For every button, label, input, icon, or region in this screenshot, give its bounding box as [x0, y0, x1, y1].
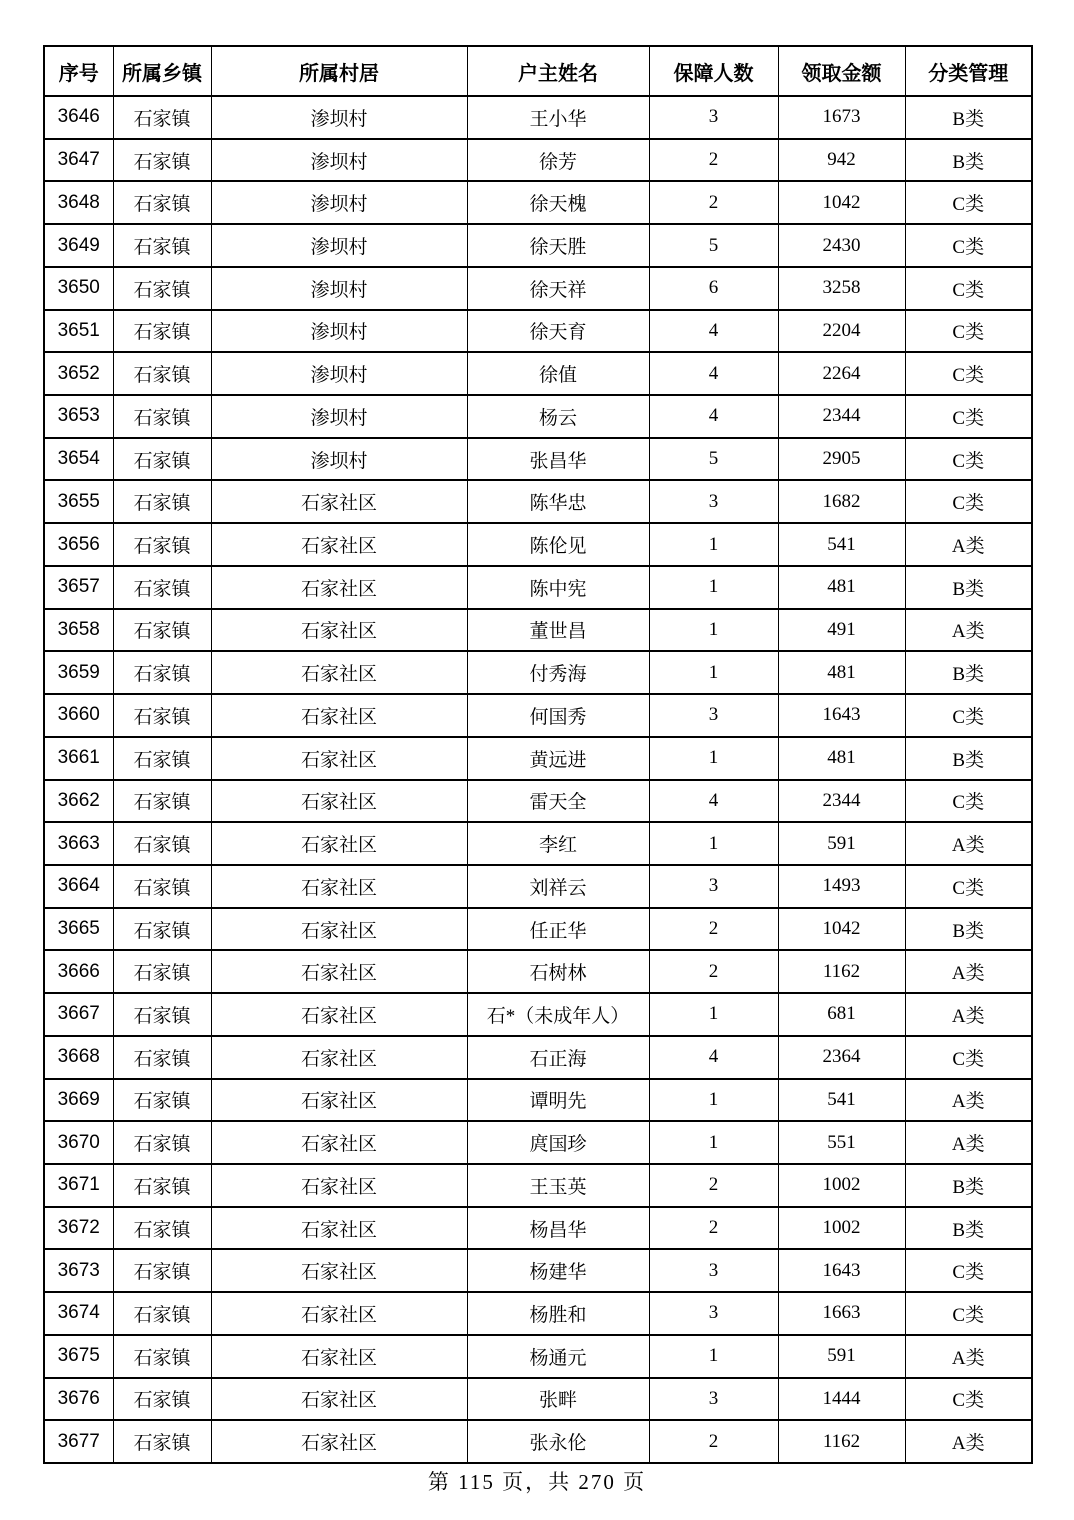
- cell-name: 石正海: [467, 1036, 649, 1079]
- cell-amount: 481: [778, 566, 905, 609]
- cell-amount: 2344: [778, 395, 905, 438]
- cell-amount: 2364: [778, 1036, 905, 1079]
- table-row: [44, 694, 1032, 737]
- cell-village: 渗坝村: [211, 96, 467, 139]
- cell-name: 张昌华: [467, 438, 649, 481]
- cell-serial: 3672: [44, 1207, 113, 1250]
- cell-township: 石家镇: [113, 1207, 211, 1250]
- cell-category: B类: [905, 651, 1032, 694]
- cell-amount: 1002: [778, 1207, 905, 1250]
- cell-amount: 1042: [778, 181, 905, 224]
- cell-category: C类: [905, 480, 1032, 523]
- cell-village: 渗坝村: [211, 224, 467, 267]
- cell-township: 石家镇: [113, 993, 211, 1036]
- cell-township: 石家镇: [113, 651, 211, 694]
- cell-name: 陈中宪: [467, 566, 649, 609]
- cell-village: 渗坝村: [211, 267, 467, 310]
- cell-amount: 1643: [778, 1249, 905, 1292]
- cell-serial: 3656: [44, 523, 113, 566]
- cell-amount: 591: [778, 1335, 905, 1378]
- cell-village: 石家社区: [211, 822, 467, 865]
- table-row: [44, 1292, 1032, 1335]
- cell-count: 1: [649, 1121, 778, 1164]
- table-row: [44, 523, 1032, 566]
- cell-township: 石家镇: [113, 310, 211, 353]
- cell-village: 石家社区: [211, 865, 467, 908]
- cell-count: 3: [649, 480, 778, 523]
- cell-serial: 3668: [44, 1036, 113, 1079]
- cell-category: A类: [905, 1121, 1032, 1164]
- cell-name: 王小华: [467, 96, 649, 139]
- table-row: [44, 1036, 1032, 1079]
- cell-category: C类: [905, 1292, 1032, 1335]
- cell-category: C类: [905, 310, 1032, 353]
- cell-count: 1: [649, 822, 778, 865]
- table-row: [44, 310, 1032, 353]
- cell-township: 石家镇: [113, 566, 211, 609]
- cell-count: 3: [649, 1249, 778, 1292]
- table-row: [44, 780, 1032, 823]
- cell-amount: 481: [778, 737, 905, 780]
- cell-category: A类: [905, 523, 1032, 566]
- cell-serial: 3652: [44, 352, 113, 395]
- col-header-count: 保障人数: [649, 46, 778, 96]
- cell-township: 石家镇: [113, 1335, 211, 1378]
- cell-category: A类: [905, 993, 1032, 1036]
- cell-name: 陈华忠: [467, 480, 649, 523]
- cell-township: 石家镇: [113, 1378, 211, 1421]
- cell-name: 王玉英: [467, 1164, 649, 1207]
- cell-serial: 3664: [44, 865, 113, 908]
- col-header-township: 所属乡镇: [113, 46, 211, 96]
- cell-count: 2: [649, 950, 778, 993]
- cell-township: 石家镇: [113, 865, 211, 908]
- col-header-category: 分类管理: [905, 46, 1032, 96]
- table-row: [44, 865, 1032, 908]
- cell-name: 张永伦: [467, 1420, 649, 1463]
- cell-village: 渗坝村: [211, 310, 467, 353]
- cell-township: 石家镇: [113, 822, 211, 865]
- cell-category: B类: [905, 96, 1032, 139]
- cell-amount: 3258: [778, 267, 905, 310]
- cell-name: 黄远进: [467, 737, 649, 780]
- cell-count: 1: [649, 737, 778, 780]
- cell-village: 石家社区: [211, 1164, 467, 1207]
- cell-name: 董世昌: [467, 609, 649, 652]
- cell-count: 5: [649, 224, 778, 267]
- cell-serial: 3658: [44, 609, 113, 652]
- cell-serial: 3659: [44, 651, 113, 694]
- table-row: [44, 480, 1032, 523]
- cell-amount: 1643: [778, 694, 905, 737]
- table-row: [44, 950, 1032, 993]
- table-row: [44, 908, 1032, 951]
- cell-village: 石家社区: [211, 480, 467, 523]
- cell-name: 杨云: [467, 395, 649, 438]
- cell-name: 谭明先: [467, 1079, 649, 1122]
- cell-serial: 3660: [44, 694, 113, 737]
- cell-name: 徐值: [467, 352, 649, 395]
- cell-serial: 3674: [44, 1292, 113, 1335]
- table-row: [44, 1335, 1032, 1378]
- cell-category: B类: [905, 139, 1032, 182]
- cell-township: 石家镇: [113, 609, 211, 652]
- cell-amount: 541: [778, 523, 905, 566]
- cell-serial: 3655: [44, 480, 113, 523]
- page-footer: 第 115 页，共 270 页: [427, 1470, 647, 1494]
- cell-township: 石家镇: [113, 737, 211, 780]
- cell-name: 付秀海: [467, 651, 649, 694]
- cell-count: 5: [649, 438, 778, 481]
- cell-township: 石家镇: [113, 96, 211, 139]
- cell-category: B类: [905, 1207, 1032, 1250]
- cell-count: 4: [649, 310, 778, 353]
- cell-serial: 3646: [44, 96, 113, 139]
- cell-category: A类: [905, 1335, 1032, 1378]
- cell-amount: 591: [778, 822, 905, 865]
- cell-township: 石家镇: [113, 1079, 211, 1122]
- cell-serial: 3670: [44, 1121, 113, 1164]
- table-row: [44, 1079, 1032, 1122]
- cell-name: 杨通元: [467, 1335, 649, 1378]
- cell-serial: 3676: [44, 1378, 113, 1421]
- cell-serial: 3667: [44, 993, 113, 1036]
- cell-category: A类: [905, 1079, 1032, 1122]
- cell-village: 渗坝村: [211, 352, 467, 395]
- cell-amount: 1663: [778, 1292, 905, 1335]
- cell-amount: 2905: [778, 438, 905, 481]
- cell-township: 石家镇: [113, 1292, 211, 1335]
- table-row: [44, 139, 1032, 182]
- cell-village: 石家社区: [211, 694, 467, 737]
- cell-serial: 3657: [44, 566, 113, 609]
- cell-category: C类: [905, 1036, 1032, 1079]
- cell-count: 2: [649, 1164, 778, 1207]
- cell-category: B类: [905, 566, 1032, 609]
- cell-name: 徐天胜: [467, 224, 649, 267]
- cell-serial: 3669: [44, 1079, 113, 1122]
- cell-name: 雷天全: [467, 780, 649, 823]
- cell-amount: 2344: [778, 780, 905, 823]
- table-row: [44, 438, 1032, 481]
- cell-name: 张畔: [467, 1378, 649, 1421]
- cell-amount: 681: [778, 993, 905, 1036]
- cell-village: 石家社区: [211, 780, 467, 823]
- cell-amount: 1162: [778, 1420, 905, 1463]
- table-row: [44, 822, 1032, 865]
- cell-count: 2: [649, 139, 778, 182]
- cell-category: A类: [905, 1420, 1032, 1463]
- cell-count: 3: [649, 1378, 778, 1421]
- table-row: [44, 224, 1032, 267]
- cell-amount: 551: [778, 1121, 905, 1164]
- cell-village: 石家社区: [211, 908, 467, 951]
- cell-name: 徐芳: [467, 139, 649, 182]
- cell-township: 石家镇: [113, 780, 211, 823]
- cell-serial: 3661: [44, 737, 113, 780]
- cell-township: 石家镇: [113, 352, 211, 395]
- cell-township: 石家镇: [113, 438, 211, 481]
- cell-amount: 541: [778, 1079, 905, 1122]
- cell-township: 石家镇: [113, 908, 211, 951]
- cell-village: 渗坝村: [211, 438, 467, 481]
- cell-township: 石家镇: [113, 523, 211, 566]
- cell-amount: 1002: [778, 1164, 905, 1207]
- cell-amount: 1493: [778, 865, 905, 908]
- cell-count: 1: [649, 993, 778, 1036]
- cell-township: 石家镇: [113, 1036, 211, 1079]
- cell-serial: 3665: [44, 908, 113, 951]
- col-header-name: 户主姓名: [467, 46, 649, 96]
- table-row: [44, 566, 1032, 609]
- cell-category: C类: [905, 438, 1032, 481]
- table-row: [44, 1378, 1032, 1421]
- col-header-village: 所属村居: [211, 46, 467, 96]
- cell-name: 徐天育: [467, 310, 649, 353]
- cell-count: 1: [649, 1079, 778, 1122]
- col-header-amount: 领取金额: [778, 46, 905, 96]
- table-row: [44, 181, 1032, 224]
- cell-township: 石家镇: [113, 395, 211, 438]
- cell-serial: 3673: [44, 1249, 113, 1292]
- table-row: [44, 1121, 1032, 1164]
- cell-village: 石家社区: [211, 1079, 467, 1122]
- cell-count: 6: [649, 267, 778, 310]
- cell-village: 石家社区: [211, 993, 467, 1036]
- table-row: [44, 737, 1032, 780]
- cell-count: 4: [649, 780, 778, 823]
- table-header-row: [44, 46, 1032, 96]
- cell-name: 李红: [467, 822, 649, 865]
- table-row: [44, 96, 1032, 139]
- cell-category: C类: [905, 267, 1032, 310]
- cell-amount: 942: [778, 139, 905, 182]
- cell-category: C类: [905, 224, 1032, 267]
- cell-village: 石家社区: [211, 566, 467, 609]
- cell-village: 渗坝村: [211, 395, 467, 438]
- cell-serial: 3663: [44, 822, 113, 865]
- cell-name: 徐天祥: [467, 267, 649, 310]
- cell-serial: 3675: [44, 1335, 113, 1378]
- cell-village: 渗坝村: [211, 139, 467, 182]
- cell-count: 3: [649, 865, 778, 908]
- cell-count: 2: [649, 1420, 778, 1463]
- cell-village: 渗坝村: [211, 181, 467, 224]
- cell-amount: 2430: [778, 224, 905, 267]
- cell-village: 石家社区: [211, 1207, 467, 1250]
- cell-category: B类: [905, 737, 1032, 780]
- cell-category: A类: [905, 822, 1032, 865]
- cell-name: 石树林: [467, 950, 649, 993]
- cell-name: 庹国珍: [467, 1121, 649, 1164]
- cell-village: 石家社区: [211, 1292, 467, 1335]
- cell-category: B类: [905, 1164, 1032, 1207]
- cell-village: 石家社区: [211, 737, 467, 780]
- cell-count: 4: [649, 1036, 778, 1079]
- cell-township: 石家镇: [113, 1121, 211, 1164]
- cell-count: 1: [649, 523, 778, 566]
- cell-serial: 3653: [44, 395, 113, 438]
- cell-name: 何国秀: [467, 694, 649, 737]
- cell-village: 石家社区: [211, 1249, 467, 1292]
- cell-count: 3: [649, 694, 778, 737]
- table-row: [44, 1164, 1032, 1207]
- cell-count: 3: [649, 1292, 778, 1335]
- cell-category: C类: [905, 395, 1032, 438]
- cell-amount: 1042: [778, 908, 905, 951]
- cell-name: 徐天槐: [467, 181, 649, 224]
- cell-serial: 3671: [44, 1164, 113, 1207]
- cell-count: 2: [649, 1207, 778, 1250]
- cell-village: 石家社区: [211, 651, 467, 694]
- cell-serial: 3666: [44, 950, 113, 993]
- table-row: [44, 267, 1032, 310]
- table-row: [44, 993, 1032, 1036]
- table-row: [44, 1249, 1032, 1292]
- cell-serial: 3649: [44, 224, 113, 267]
- cell-township: 石家镇: [113, 694, 211, 737]
- cell-township: 石家镇: [113, 181, 211, 224]
- table-row: [44, 352, 1032, 395]
- table-row: [44, 1420, 1032, 1463]
- cell-serial: 3677: [44, 1420, 113, 1463]
- cell-category: A类: [905, 950, 1032, 993]
- cell-category: C类: [905, 1249, 1032, 1292]
- cell-village: 石家社区: [211, 1335, 467, 1378]
- cell-count: 4: [649, 395, 778, 438]
- cell-category: C类: [905, 780, 1032, 823]
- cell-category: C类: [905, 181, 1032, 224]
- cell-township: 石家镇: [113, 224, 211, 267]
- cell-category: C类: [905, 1378, 1032, 1421]
- cell-serial: 3654: [44, 438, 113, 481]
- cell-name: 刘祥云: [467, 865, 649, 908]
- cell-township: 石家镇: [113, 1164, 211, 1207]
- cell-amount: 2264: [778, 352, 905, 395]
- cell-category: B类: [905, 908, 1032, 951]
- cell-name: 杨胜和: [467, 1292, 649, 1335]
- cell-name: 石*（未成年人）: [467, 993, 649, 1036]
- cell-category: A类: [905, 609, 1032, 652]
- cell-count: 1: [649, 1335, 778, 1378]
- cell-count: 2: [649, 181, 778, 224]
- cell-amount: 481: [778, 651, 905, 694]
- cell-township: 石家镇: [113, 950, 211, 993]
- cell-village: 石家社区: [211, 523, 467, 566]
- cell-serial: 3650: [44, 267, 113, 310]
- cell-amount: 491: [778, 609, 905, 652]
- cell-name: 任正华: [467, 908, 649, 951]
- cell-count: 1: [649, 651, 778, 694]
- cell-serial: 3662: [44, 780, 113, 823]
- table-row: [44, 651, 1032, 694]
- cell-count: 4: [649, 352, 778, 395]
- cell-count: 1: [649, 609, 778, 652]
- cell-serial: 3648: [44, 181, 113, 224]
- cell-village: 石家社区: [211, 950, 467, 993]
- cell-township: 石家镇: [113, 480, 211, 523]
- cell-name: 陈伦见: [467, 523, 649, 566]
- col-header-serial: 序号: [44, 46, 113, 96]
- cell-township: 石家镇: [113, 1420, 211, 1463]
- cell-township: 石家镇: [113, 267, 211, 310]
- cell-count: 2: [649, 908, 778, 951]
- cell-amount: 1444: [778, 1378, 905, 1421]
- cell-amount: 1162: [778, 950, 905, 993]
- cell-township: 石家镇: [113, 1249, 211, 1292]
- table-row: [44, 1207, 1032, 1250]
- cell-village: 石家社区: [211, 1420, 467, 1463]
- cell-village: 石家社区: [211, 1036, 467, 1079]
- cell-category: C类: [905, 352, 1032, 395]
- cell-count: 3: [649, 96, 778, 139]
- cell-village: 石家社区: [211, 609, 467, 652]
- cell-category: C类: [905, 865, 1032, 908]
- cell-township: 石家镇: [113, 139, 211, 182]
- cell-village: 石家社区: [211, 1378, 467, 1421]
- cell-name: 杨昌华: [467, 1207, 649, 1250]
- benefit-table: [43, 45, 1033, 1464]
- cell-amount: 1673: [778, 96, 905, 139]
- cell-serial: 3651: [44, 310, 113, 353]
- cell-name: 杨建华: [467, 1249, 649, 1292]
- cell-serial: 3647: [44, 139, 113, 182]
- cell-amount: 1682: [778, 480, 905, 523]
- cell-amount: 2204: [778, 310, 905, 353]
- table-row: [44, 395, 1032, 438]
- cell-count: 1: [649, 566, 778, 609]
- table-row: [44, 609, 1032, 652]
- cell-category: C类: [905, 694, 1032, 737]
- cell-village: 石家社区: [211, 1121, 467, 1164]
